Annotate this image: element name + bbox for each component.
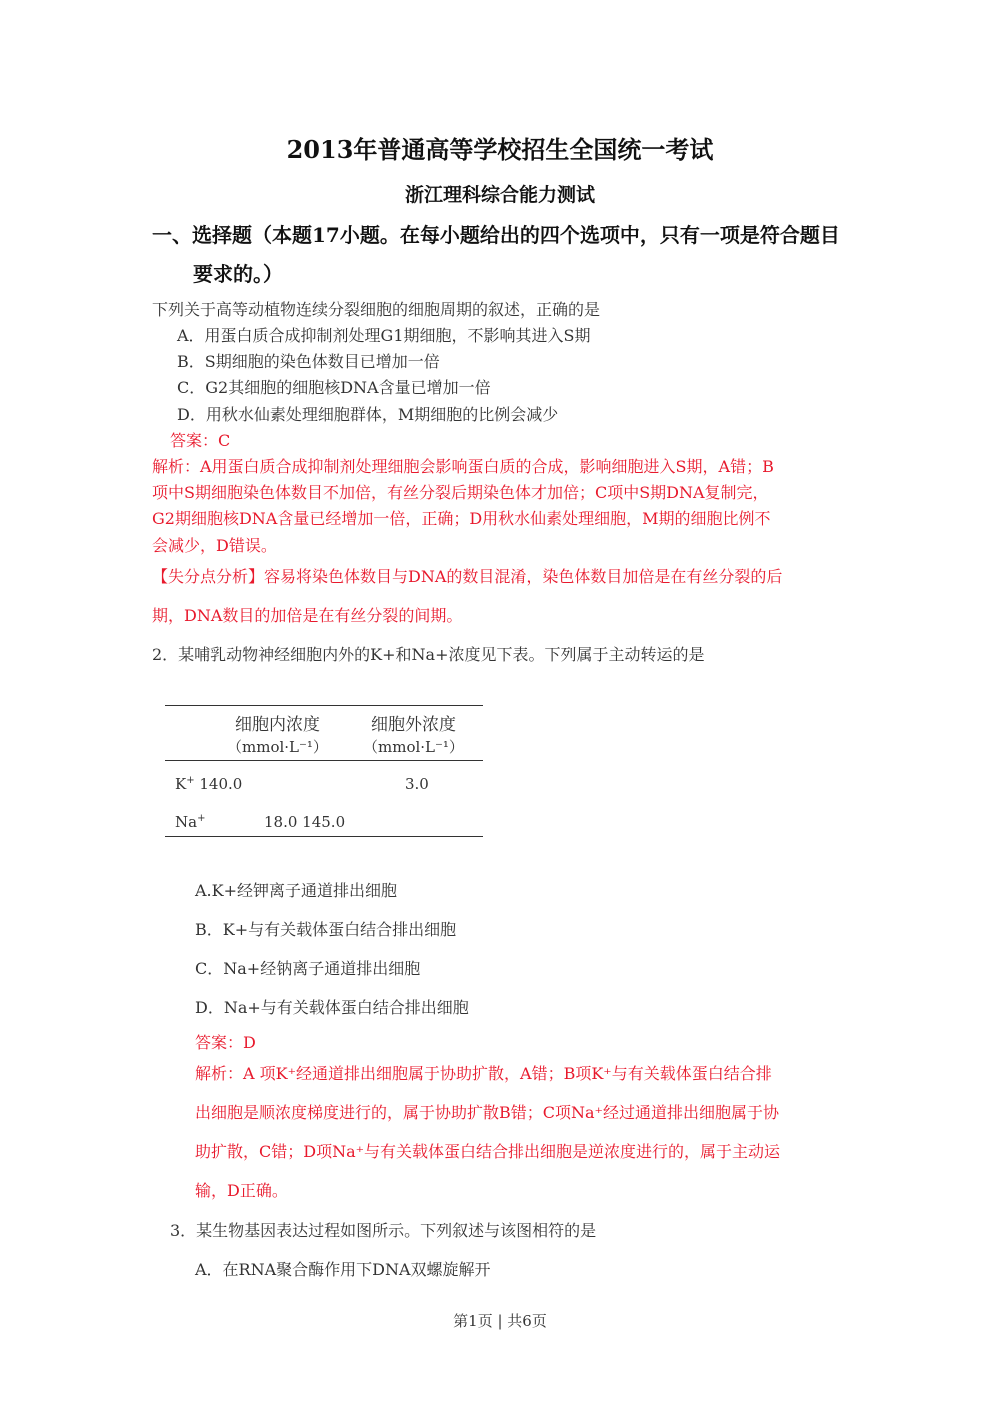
table-header-outside-unit: （mmol·L⁻¹） [363, 738, 464, 756]
q1-analysis-line1: 解析：A用蛋白质合成抑制剂处理细胞会影响蛋白质的合成，影响细胞进入S期，A错；B [152, 457, 774, 476]
q1-answer: 答案：C [170, 431, 231, 450]
q1-stem: 下列关于高等动植物连续分裂细胞的细胞周期的叙述，正确的是 [152, 300, 601, 319]
section-heading-cont: 要求的。） [193, 262, 283, 286]
q1-option-c: C．G2其细胞的细胞核DNA含量已增加一倍 [177, 378, 491, 397]
q1-lost-points-line2: 期，DNA数目的加倍是在有丝分裂的间期。 [152, 606, 463, 625]
q3-option-a: A．在RNA聚合酶作用下DNA双螺旋解开 [195, 1260, 491, 1279]
potassium-label: K [175, 775, 187, 793]
table-header-inside-unit: （mmol·L⁻¹） [227, 738, 328, 756]
table-bottom-rule [165, 836, 483, 837]
q1-option-b: B．S期细胞的染色体数目已增加一倍 [177, 352, 440, 371]
potassium-charge: + [186, 775, 195, 786]
table-header-outside: 细胞外浓度 [371, 715, 456, 735]
page-subtitle: 浙江理科综合能力测试 [404, 184, 595, 206]
sodium-label: Na [175, 813, 198, 831]
q2-option-b: B．K+与有关载体蛋白结合排出细胞 [195, 920, 457, 939]
q2-option-c: C．Na+经钠离子通道排出细胞 [195, 959, 421, 978]
potassium-inside-value: 140.0 [199, 775, 243, 793]
q2-analysis-line2: 出细胞是顺浓度梯度进行的，属于协助扩散B错；C项Na⁺经过通道排出细胞属于协 [195, 1103, 779, 1122]
q2-analysis-line1: 解析：A 项K⁺经通道排出细胞属于协助扩散，A错；B项K⁺与有关载体蛋白结合排 [195, 1064, 772, 1083]
q1-option-a: A．用蛋白质合成抑制剂处理G1期细胞，不影响其进入S期 [177, 326, 591, 345]
q2-option-a: A.K+经钾离子通道排出细胞 [195, 881, 398, 900]
q1-option-d: D．用秋水仙素处理细胞群体，M期细胞的比例会减少 [177, 405, 559, 424]
sodium-charge: + [197, 813, 206, 824]
q1-analysis-line4: 会减少，D错误。 [152, 536, 277, 555]
q3-stem: 3．某生物基因表达过程如图所示。下列叙述与该图相符的是 [170, 1221, 597, 1240]
table-top-rule [165, 705, 483, 706]
q2-option-d: D．Na+与有关载体蛋白结合排出细胞 [195, 998, 469, 1017]
sodium-values: 18.0 145.0 [264, 813, 346, 831]
section-heading: 一、选择题（本题17小题。在每小题给出的四个选项中，只有一项是符合题目 [152, 223, 840, 247]
q1-analysis-line3: G2期细胞核DNA含量已经增加一倍，正确；D用秋水仙素处理细胞，M期的细胞比例不 [152, 509, 771, 528]
table-header-inside: 细胞内浓度 [235, 715, 320, 735]
table-row-potassium [175, 775, 242, 793]
q2-answer: 答案：D [195, 1033, 256, 1052]
q2-analysis-line3: 助扩散，C错；D项Na⁺与有关载体蛋白结合排出细胞是逆浓度进行的，属于主动运 [195, 1142, 781, 1161]
q1-analysis-line2: 项中S期细胞染色体数目不加倍，有丝分裂后期染色体才加倍；C项中S期DNA复制完， [152, 483, 769, 502]
table-mid-rule [165, 760, 483, 761]
page-title: 2013年普通高等学校招生全国统一考试 [286, 135, 714, 164]
q2-analysis-line4: 输，D正确。 [195, 1181, 288, 1200]
q1-lost-points-line1: 【失分点分析】容易将染色体数目与DNA的数目混淆，染色体数目加倍是在有丝分裂的后 [152, 567, 783, 586]
page-number: 第1页 | 共6页 [453, 1312, 547, 1330]
q2-stem: 2．某哺乳动物神经细胞内外的K+和Na+浓度见下表。下列属于主动转运的是 [152, 645, 705, 664]
table-row-sodium [175, 813, 205, 831]
potassium-outside-value: 3.0 [405, 775, 429, 793]
